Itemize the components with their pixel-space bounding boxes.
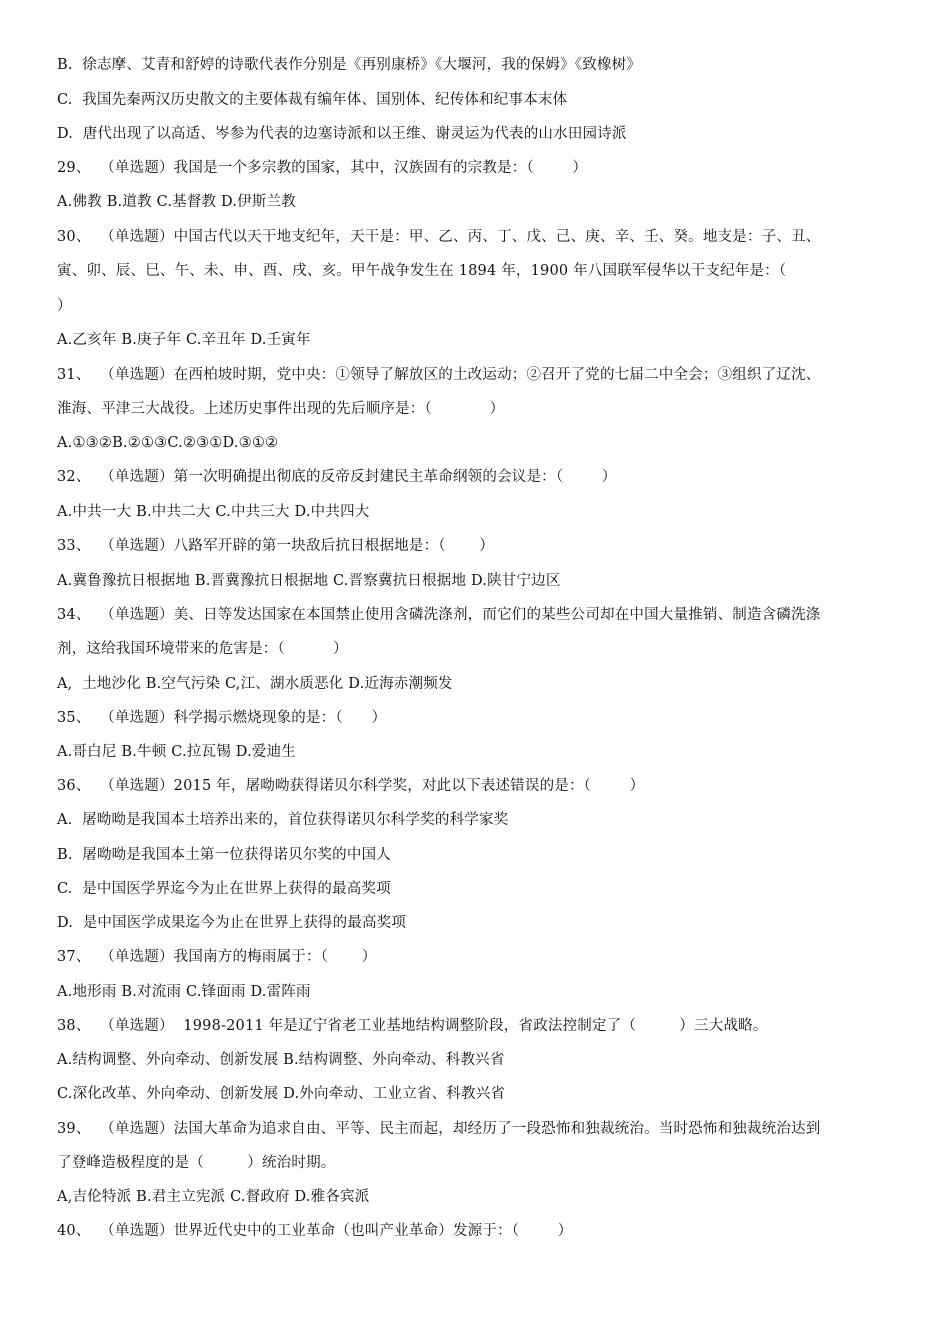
option-line: B. 屠呦呦是我国本土第一位获得诺贝尔奖的中国人 [57,847,391,863]
question-31: 31、 （单选题）在西柏坡时期，党中央：①领导了解放区的土改运动；②召开了党的七届二中全会；③组织了辽沈、 [57,367,821,383]
question-35: 35、 （单选题）科学揭示燃烧现象的是：（ ） [57,710,387,726]
question-33: 33、 （单选题）八路军开辟的第一块敌后抗日根据地是：（ ） [57,538,495,554]
answer-options: A.冀鲁豫抗日根据地 B.晋冀豫抗日根据地 C.晋察冀抗日根据地 D.陕甘宁边区 [57,573,561,589]
question-34: 34、 （单选题）美、日等发达国家在本国禁止使用含磷洗涤剂，而它们的某些公司却在中国大量推销、制造含磷洗涤 [57,607,821,623]
question-37: 37、 （单选题）我国南方的梅雨属于：（ ） [57,949,377,965]
answer-options: A.乙亥年 B.庚子年 C.辛丑年 D.壬寅年 [57,332,311,348]
answer-options: C.深化改革、外向牵动、创新发展 D.外向牵动、工业立省、科教兴省 [57,1086,506,1102]
option-line: C. 我国先秦两汉历史散文的主要体裁有编年体、国别体、纪传体和纪事本末体 [57,92,568,108]
answer-options: A, 土地沙化 B.空气污染 C,江、湖水质恶化 D.近海赤潮频发 [57,676,453,692]
question-39: 39、 （单选题）法国大革命为追求自由、平等、民主而起，却经历了一段恐怖和独裁统治。当时恐怖和独裁统治达到 [57,1121,821,1137]
option-line: A. 屠呦呦是我国本土培养出来的，首位获得诺贝尔科学奖的科学家奖 [57,812,509,828]
question-text-continued: 淮海、平津三大战役。上述历史事件出现的先后顺序是：（ ） [57,401,505,417]
question-32: 32、 （单选题）第一次明确提出彻底的反帝反封建民主革命纲领的会议是：（ ） [57,469,617,485]
option-line: C. 是中国医学界迄今为止在世界上获得的最高奖项 [57,881,391,897]
question-38: 38、 （单选题） 1998-2011 年是辽宁省老工业基地结构调整阶段，省政法控制定了（ ）三大战略。 [57,1018,768,1034]
question-30: 30、 （单选题）中国古代以天干地支纪年，天干是：甲、乙、丙、丁、戊、己、庚、辛、壬、癸。地支是：子、丑、 [57,229,821,245]
question-36: 36、 （单选题）2015 年，屠呦呦获得诺贝尔科学奖，对此以下表述错误的是：（ ） [57,778,645,794]
question-text-continued: 了登峰造极程度的是（ ）统治时期。 [57,1155,336,1171]
answer-options: A.结构调整、外向牵动、创新发展 B.结构调整、外向牵动、科教兴省 [57,1052,505,1068]
answer-options: A.①③②B.②①③C.②③①D.③①② [57,435,279,451]
question-text-continued: ） [57,298,72,314]
answer-options: A.佛教 B.道教 C.基督教 D.伊斯兰教 [57,194,296,210]
option-line: D. 唐代出现了以高适、岑参为代表的边塞诗派和以王维、谢灵运为代表的山水田园诗派 [57,126,627,142]
question-40: 40、 （单选题）世界近代史中的工业革命（也叫产业革命）发源于：（ ） [57,1223,573,1239]
answer-options: A.哥白尼 B.牛顿 C.拉瓦锡 D.爱迪生 [57,744,296,760]
answer-options: A.地形雨 B.对流雨 C.锋面雨 D.雷阵雨 [57,984,311,1000]
question-text-continued: 寅、卯、辰、巳、午、未、申、酉、戌、亥。甲午战争发生在 1894 年，1900 年八国联军侵华以干支纪年是：（ [57,263,787,279]
answer-options: A,吉伦特派 B.君主立宪派 C.督政府 D.雅各宾派 [57,1189,370,1205]
answer-options: A.中共一大 B.中共二大 C.中共三大 D.中共四大 [57,504,370,520]
option-line: D. 是中国医学成果迄今为止在世界上获得的最高奖项 [57,915,407,931]
option-line: B. 徐志摩、艾青和舒婷的诗歌代表作分别是《再别康桥》《大堰河，我的保姆》《致橡树》 [57,57,642,73]
question-29: 29、 （单选题）我国是一个多宗教的国家，其中，汉族固有的宗教是：（ ） [57,160,588,176]
question-text-continued: 剂，这给我国环境带来的危害是：（ ） [57,641,348,657]
